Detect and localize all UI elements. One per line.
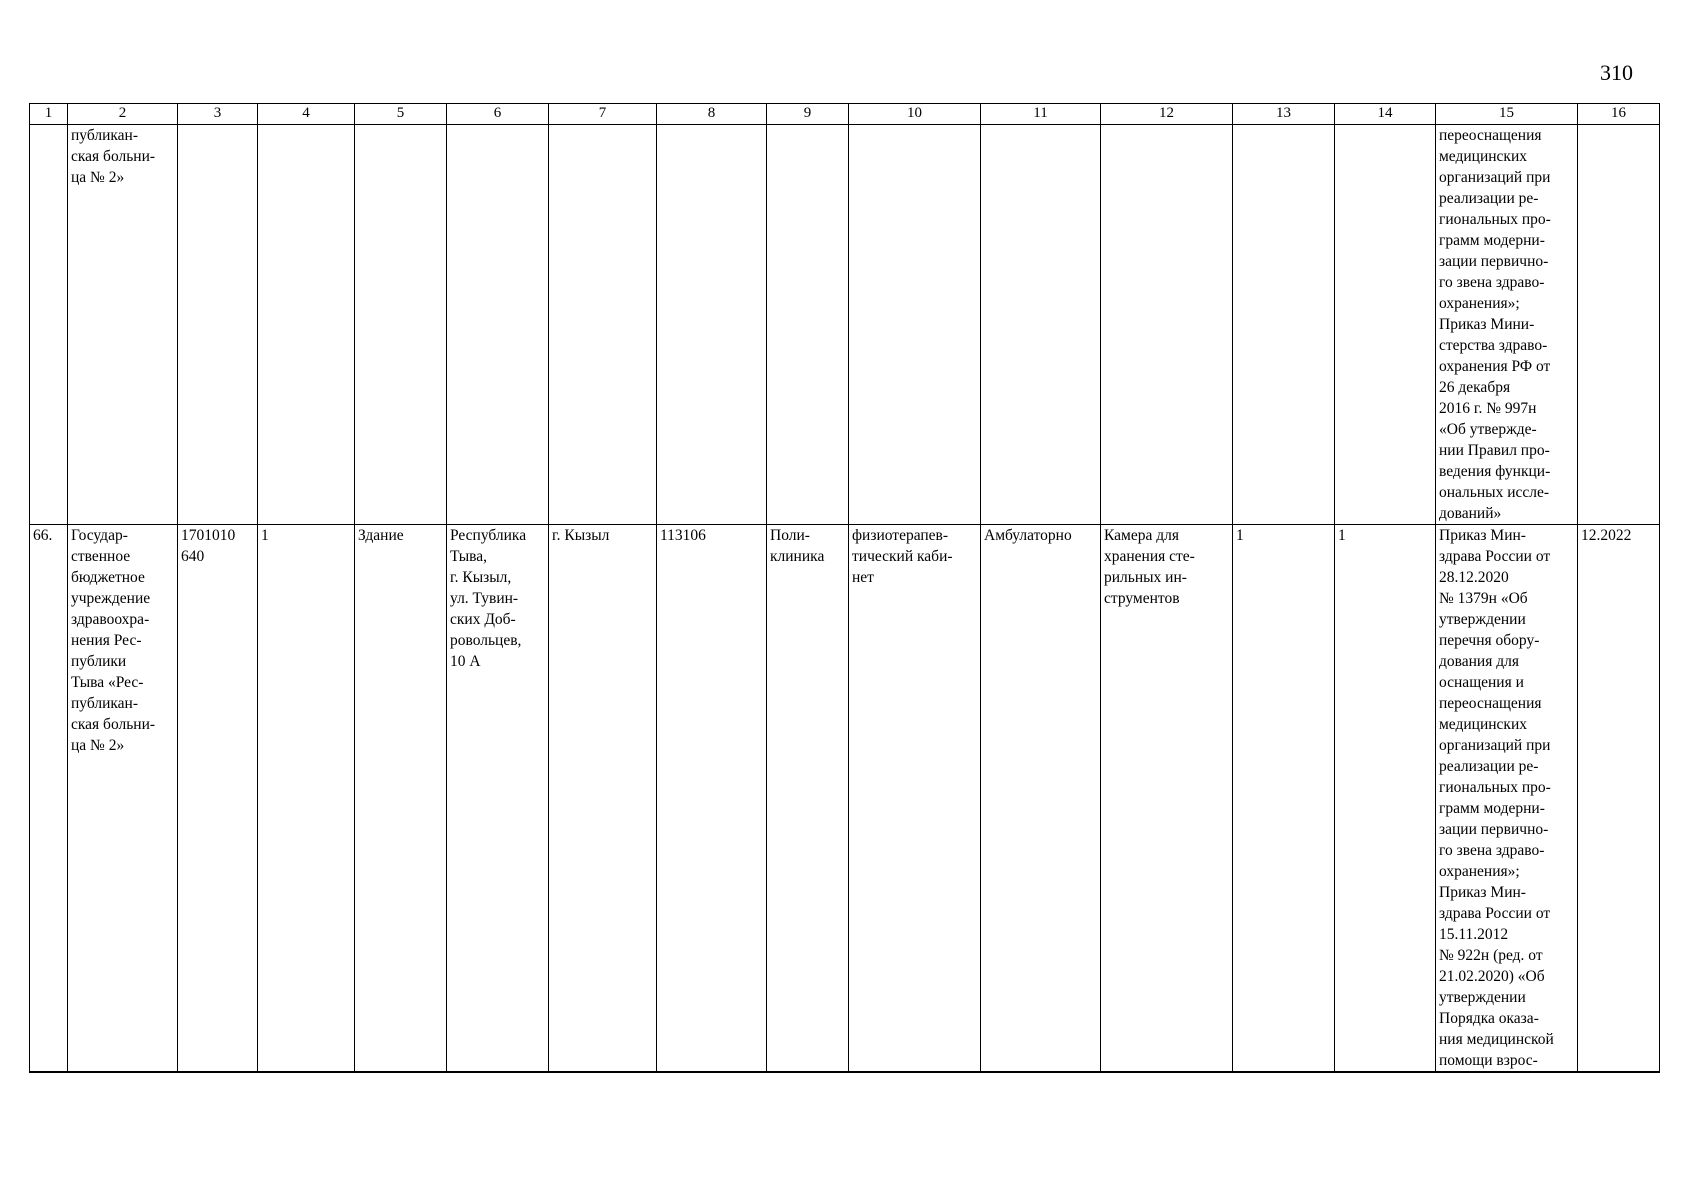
column-header-5: 5 bbox=[355, 104, 447, 125]
cell-col14 bbox=[1335, 125, 1436, 525]
column-header-14: 14 bbox=[1335, 104, 1436, 125]
cell-building: Здание bbox=[355, 525, 447, 1073]
column-header-16: 16 bbox=[1578, 104, 1660, 125]
column-header-4: 4 bbox=[258, 104, 355, 125]
cell-organization: публикан- ская больни- ца № 2» bbox=[68, 125, 178, 525]
cell-equipment: Камера для хранения сте- рильных ин- струментов bbox=[1101, 525, 1233, 1073]
column-header-7: 7 bbox=[549, 104, 657, 125]
document-table bbox=[29, 103, 1660, 1073]
column-header-6: 6 bbox=[447, 104, 549, 125]
cell-col8: 113106 bbox=[657, 525, 767, 1073]
cell-unit: Поли- клиника bbox=[767, 525, 849, 1073]
cell-code: 1701010 640 bbox=[178, 525, 258, 1073]
cell-care-type: Амбулаторно bbox=[981, 525, 1101, 1073]
column-header-11: 11 bbox=[981, 104, 1101, 125]
column-header-2: 2 bbox=[68, 104, 178, 125]
page-number: 310 bbox=[1600, 60, 1633, 85]
cell-number bbox=[30, 125, 68, 525]
cell-col4 bbox=[258, 125, 355, 525]
header-row bbox=[30, 104, 1660, 125]
cell-col4: 1 bbox=[258, 525, 355, 1073]
column-header-15: 15 bbox=[1436, 104, 1578, 125]
cell-city bbox=[549, 125, 657, 525]
cell-department: физиотерапев- тический каби- нет bbox=[849, 525, 981, 1073]
column-header-12: 12 bbox=[1101, 104, 1233, 125]
cell-department bbox=[849, 125, 981, 525]
cell-regulation: переоснащения медицинских организаций при реализации ре- гиональных про- грамм модерни- зации первично- го звена здраво- охранения»; Приказ Мини- стерства здраво- охранения РФ от 26 декабря 2016 г. № 997н «Об утвержде- нии Правил про- ведения функци- ональных иссле- дований» bbox=[1436, 125, 1578, 525]
cell-col14: 1 bbox=[1335, 525, 1436, 1073]
cell-unit bbox=[767, 125, 849, 525]
cell-date: 12.2022 bbox=[1578, 525, 1660, 1073]
cell-regulation: Приказ Мин- здрава России от 28.12.2020 № 1379н «Об утверждении перечня обору- дования для оснащения и переоснащения медицинских организаций при реализации ре- гиональных про- грамм модерни- зации первично- го звена здраво- охранения»; Приказ Мин- здрава России от 15.11.2012 № 922н (ред. от 21.02.2020) «Об утверждении Порядка оказа- ния медицинской помощи взрос- bbox=[1436, 525, 1578, 1073]
column-header-10: 10 bbox=[849, 104, 981, 125]
cell-col8 bbox=[657, 125, 767, 525]
cell-address: Республика Тыва, г. Кызыл, ул. Тувин- ских Доб- ровольцев, 10 А bbox=[447, 525, 549, 1073]
cell-city: г. Кызыл bbox=[549, 525, 657, 1073]
cell-number: 66. bbox=[30, 525, 68, 1073]
cell-equipment bbox=[1101, 125, 1233, 525]
column-header-13: 13 bbox=[1233, 104, 1335, 125]
cell-date bbox=[1578, 125, 1660, 525]
column-header-3: 3 bbox=[178, 104, 258, 125]
cell-building bbox=[355, 125, 447, 525]
cell-code bbox=[178, 125, 258, 525]
cell-col13: 1 bbox=[1233, 525, 1335, 1073]
table-row-continuation bbox=[30, 125, 1660, 525]
cell-care-type bbox=[981, 125, 1101, 525]
cell-col13 bbox=[1233, 125, 1335, 525]
cell-address bbox=[447, 125, 549, 525]
table-row-66 bbox=[30, 525, 1660, 1073]
cell-organization: Государ- ственное бюджетное учреждение здравоохра- нения Рес- публики Тыва «Рес- публикан- ская больни- ца № 2» bbox=[68, 525, 178, 1073]
column-header-8: 8 bbox=[657, 104, 767, 125]
column-header-9: 9 bbox=[767, 104, 849, 125]
column-header-1: 1 bbox=[30, 104, 68, 125]
